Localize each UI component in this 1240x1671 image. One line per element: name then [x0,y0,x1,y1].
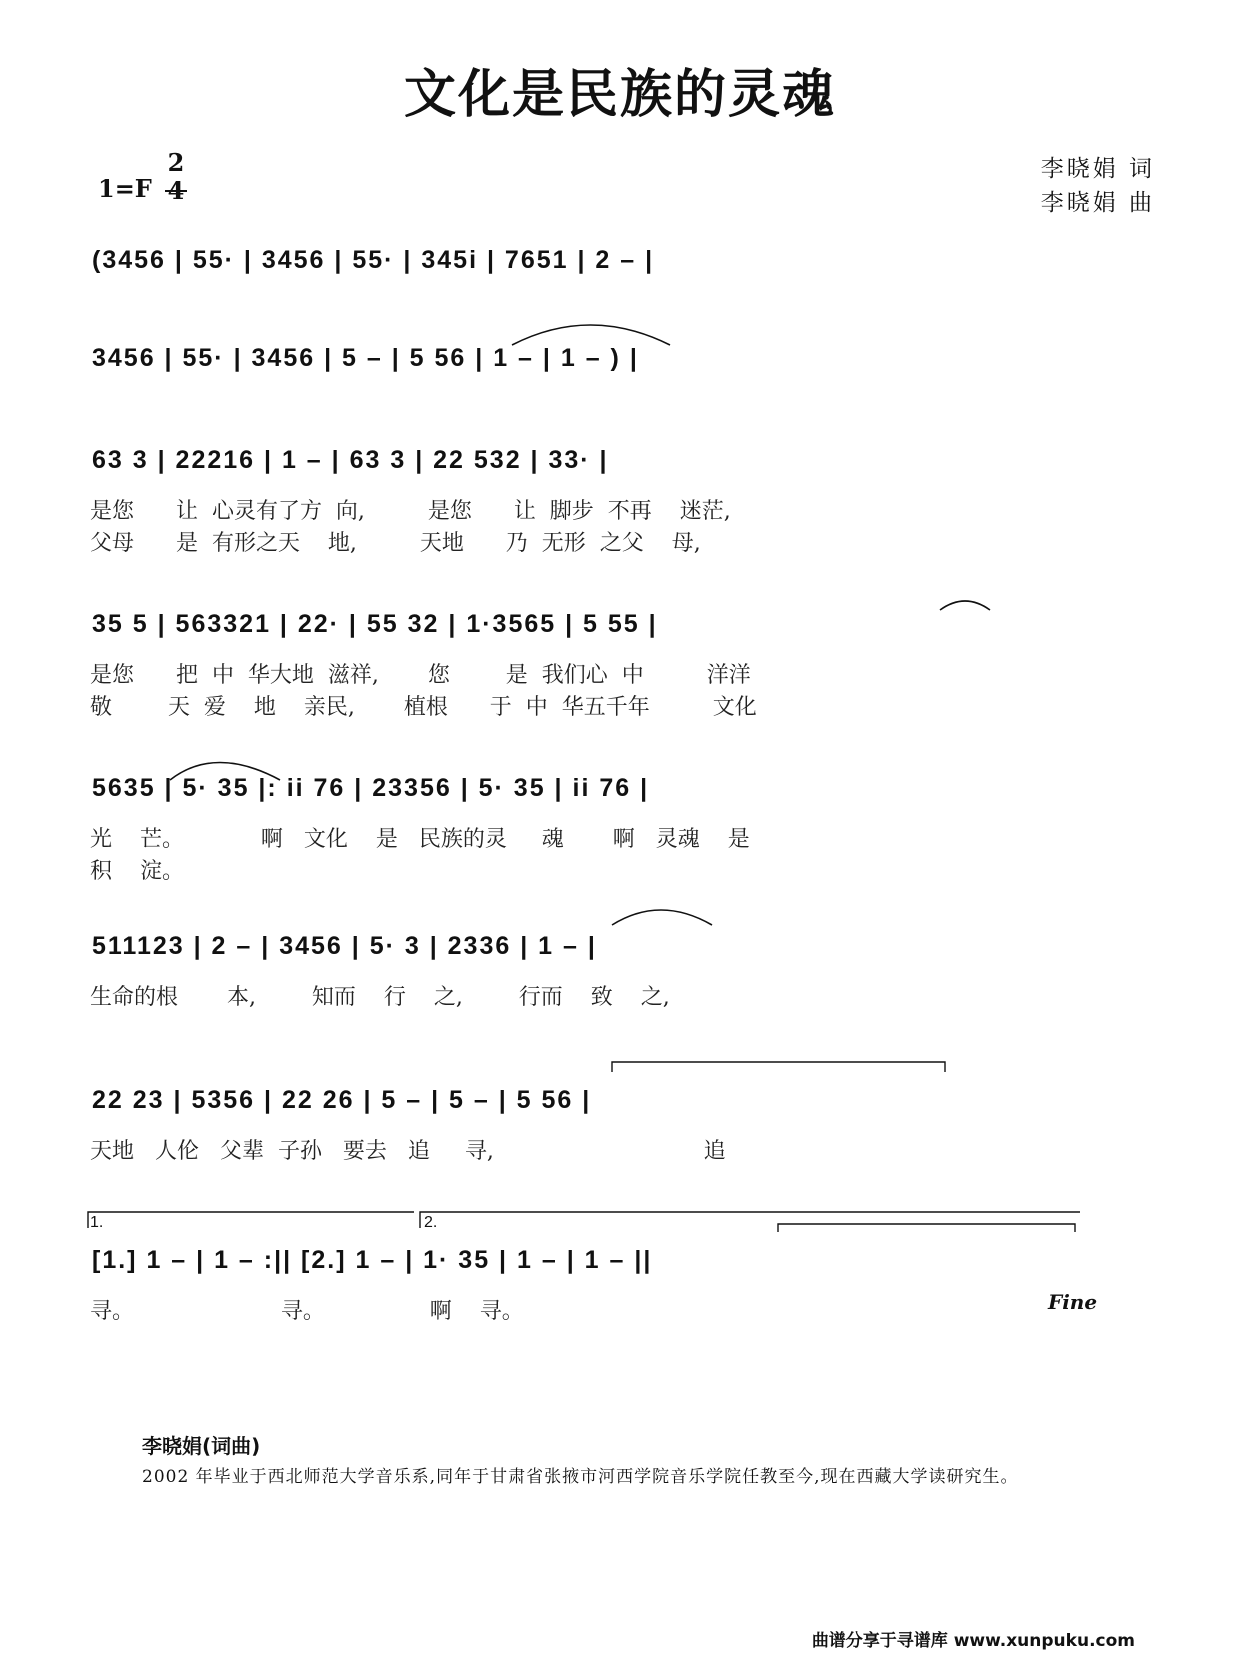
score-line-4: 35 5 | 563321 | 22· | 55 32 | 1·3565 | 5 55 | [92,610,658,638]
song-title: 文化是民族的灵魂 [403,65,836,125]
time-signature-bottom: 4 [167,176,185,205]
time-signature-top: 2 [167,148,185,177]
fine-marking: Fine [1048,1290,1098,1314]
score-line-1: (3456 | 55· | 3456 | 55· | 345i | 7651 | 2 – | [92,246,655,274]
lyric-line-5-verse-1: 光 芒。 啊 文化 是 民族的灵 魂 啊 灵魂 是 [90,827,750,852]
bio-text: 2002 年毕业于西北师范大学音乐系,同年于甘肃省张掖市河西学院音乐学院任教至今,现在西藏大学读研究生。 [142,1467,1019,1487]
first-ending-label: 1. [90,1214,104,1231]
lyric-line-4-verse-2: 敬 天 爱 地 亲民, 植根 于 中 华五千年 文化 [90,695,757,720]
lyric-line-6: 生命的根 本, 知而 行 之, 行而 致 之, [90,985,670,1010]
score-line-2: 3456 | 55· | 3456 | 5 – | 5 56 | 1 – | 1 – ) | [92,344,639,372]
lyric-line-8: 寻。 寻。 啊 寻。 [90,1299,524,1324]
bio-heading: 李晓娟(词曲) [142,1434,261,1458]
slur [512,325,670,345]
score-line-3: 63 3 | 22216 | 1 – | 63 3 | 22 532 | 33· | [92,446,609,474]
slur [170,763,280,781]
volta-bracket-2 [420,1212,1080,1228]
lyric-line-3-verse-2: 父母 是 有形之天 地, 天地 乃 无形 之父 母, [90,531,701,556]
volta-bracket-1 [88,1212,414,1228]
source-footer: 曲谱分享于寻谱库 www.xunpuku.com [811,1631,1135,1651]
lyric-line-3-verse-1: 是您 让 心灵有了方 向, 是您 让 脚步 不再 迷茫, [90,499,731,524]
tie [612,1062,945,1072]
composer-credit: 李晓娟 曲 [1040,190,1155,216]
score-line-8: [1.] 1 – | 1 – :|| [2.] 1 – | 1· 35 | 1 – | 1 – || [92,1246,653,1274]
lyric-line-7: 天地 人伦 父辈 子孙 要去 追 寻, 追 [90,1139,726,1164]
score-line-7: 22 23 | 5356 | 22 26 | 5 – | 5 – | 5 56 | [92,1086,592,1114]
key-signature: 1=F [98,174,152,203]
tie [778,1224,1075,1232]
lyricist-credit: 李晓娟 词 [1040,156,1155,182]
lyric-line-4-verse-1: 是您 把 中 华大地 滋祥, 您 是 我们心 中 洋洋 [90,663,751,688]
slur [612,910,712,925]
second-ending-label: 2. [424,1214,438,1231]
slur [940,601,990,610]
score-line-6: 511123 | 2 – | 3456 | 5· 3 | 2336 | 1 – | [92,932,597,960]
lyric-line-5-verse-2: 积 淀。 [90,859,184,884]
score-line-5: 5635 | 5· 35 |: ii 76 | 23356 | 5· 35 | ii 76 | [92,774,650,802]
